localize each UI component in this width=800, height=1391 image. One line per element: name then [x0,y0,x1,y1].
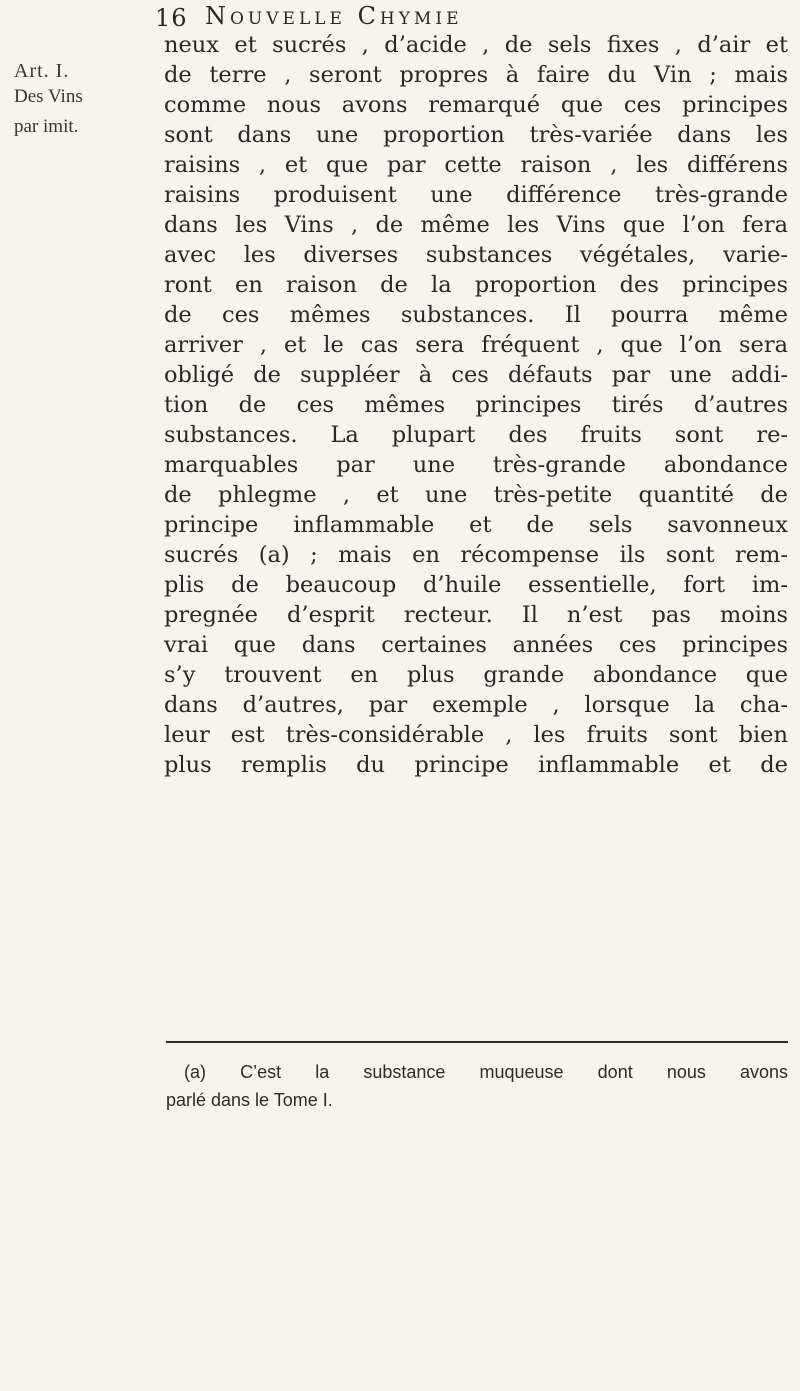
margin-section-label: Des Vins [14,86,83,107]
text-line: plus remplis du principe inflammable et de [164,752,788,778]
text-line: dans les Vins , de même les Vins que l’on fera [164,212,788,238]
text-line: sont dans une proportion très-variée dans les [164,122,788,148]
margin-article-label: Art. I. [14,60,70,82]
text-line: neux et sucrés , d’acide , de sels fixes , d’air et [164,32,788,58]
text-line: obligé de suppléer à ces défauts par une addi- [164,362,788,388]
text-line: marquables par une très-grande abondance [164,452,788,478]
page-number: 16 [155,4,188,32]
text-line: raisins , et que par cette raison , les différens [164,152,788,178]
margin-section-label-continued: par imit. [14,116,79,137]
footnote-line: (a) C’est la substance muqueuse dont nous avons [184,1062,788,1082]
main-text-block [164,30,788,780]
text-line: raisins produisent une différence très-grande [164,182,788,208]
footnote-divider [166,1041,788,1043]
text-line: avec les diverses substances végétales, varie- [164,242,788,268]
text-line: s’y trouvent en plus grande abondance que [164,662,788,688]
footnote [166,1058,788,1114]
text-line: leur est très-considérable , les fruits sont bien [164,722,788,748]
text-line: de ces mêmes substances. Il pourra même [164,302,788,328]
text-line: arriver , et le cas sera fréquent , que l’on sera [164,332,788,358]
text-line: de phlegme , et une très-petite quantité de [164,482,788,508]
text-line: ront en raison de la proportion des principes [164,272,788,298]
text-line: dans d’autres, par exemple , lorsque la cha- [164,692,788,718]
text-line: vrai que dans certaines années ces principes [164,632,788,658]
running-title: Nouvelle Chymie [205,2,463,30]
text-line: tion de ces mêmes principes tirés d’autres [164,392,788,418]
text-line: sucrés (a) ; mais en récompense ils sont rem- [164,542,788,568]
text-line: comme nous avons remarqué que ces principes [164,92,788,118]
footnote-line: parlé dans le Tome I. [166,1090,333,1110]
text-line: plis de beaucoup d’huile essentielle, fort im- [164,572,788,598]
text-line: de terre , seront propres à faire du Vin ; mais [164,62,788,88]
text-line: pregnée d’esprit recteur. Il n’est pas moins [164,602,788,628]
text-line: substances. La plupart des fruits sont re- [164,422,788,448]
text-line: principe inflammable et de sels savonneux [164,512,788,538]
